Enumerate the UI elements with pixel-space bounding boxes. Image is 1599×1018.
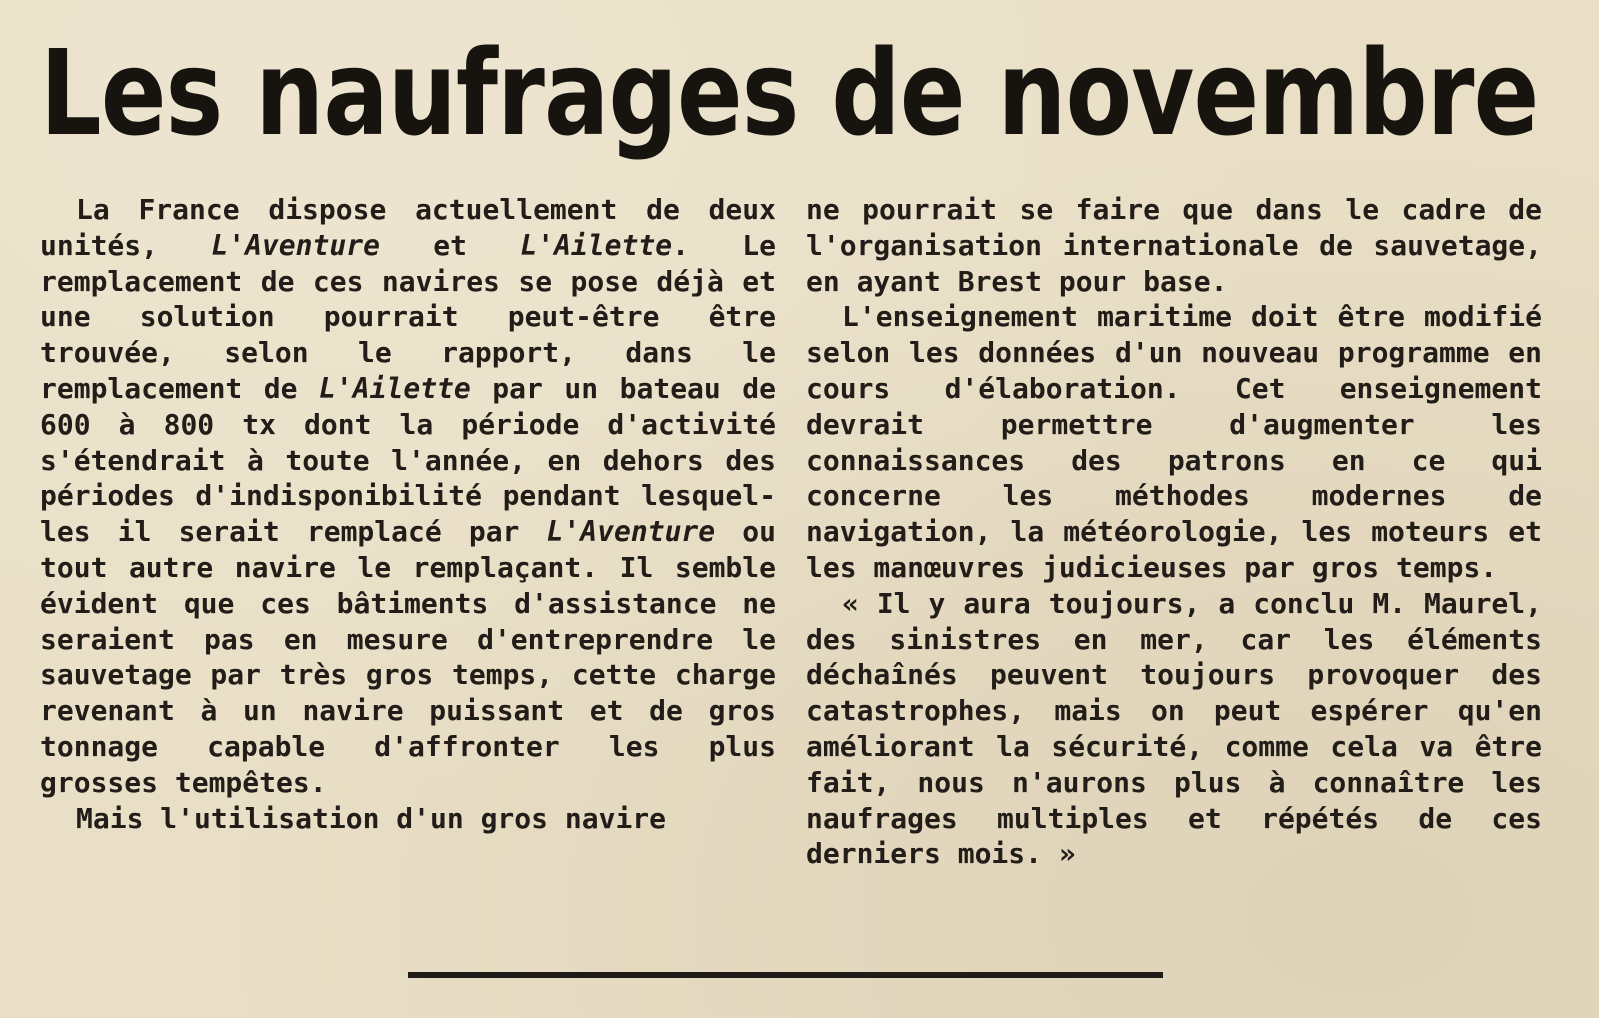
separator-rule <box>408 972 1163 978</box>
article-headline: Les naufrages de novembre <box>40 24 1539 162</box>
ship-name: L'Aventure <box>546 515 716 549</box>
article-column-left <box>40 192 776 836</box>
ship-name: L'Ailette <box>520 228 673 262</box>
paragraph: ne pourrait se faire que dans le cadre de l'organisation internationale de sauvetage, en ayant Brest pour base. <box>806 193 1542 298</box>
paragraph <box>40 192 776 801</box>
article-column-right <box>806 192 1542 872</box>
body-text: . Le remplacement de ces navires se pose déjà et une solution pourrait peut-être être trouvée, selon le rapport, dans le remplacement de <box>40 228 776 405</box>
body-text: La France dispose actuellement de deux unités, <box>40 193 776 262</box>
paragraph: L'enseignement maritime doit être modifié selon les données d'un nouveau programme en cours d'élaboration. Cet enseignement devrait permettre d'augmenter les connaissances des patrons en ce qui concerne les méthodes modernes de navigation, la météorologie, les moteurs et les manœuvres judicieuses par gros temps. <box>806 300 1542 584</box>
ship-name: L'Aventure <box>211 228 380 262</box>
ship-name: L'Ailette <box>319 371 471 405</box>
body-text: par un bateau de 600 à 800 tx dont la période d'activité s'étendrait à toute l'année, en dehors des périodes d'indisponibilité pendant lesquelles il serait remplacé par <box>40 371 776 549</box>
quote-paragraph: « Il y aura toujours, a conclu M. Maurel, des sinistres en mer, car les éléments déchaînés peuvent toujours provoquer des catastrophes, mais on peut espérer qu'en améliorant la sécurité, comme cela va être fait, nous n'aurons plus à connaître les naufrages multiples et répétés de ces derniers mois. » <box>806 586 1542 871</box>
body-text: ou tout autre navire le remplaçant. Il semble évident que ces bâtiments d'assistance ne seraient pas en mesure d'entreprendre le sauvetage par très gros temps, cette charge revenant à un navire puissant et de gros tonnage capable d'affronter les plus grosses tempêtes. <box>40 515 776 799</box>
body-text: et <box>379 228 521 262</box>
paragraph: Mais l'utilisation d'un gros navire <box>76 801 667 835</box>
